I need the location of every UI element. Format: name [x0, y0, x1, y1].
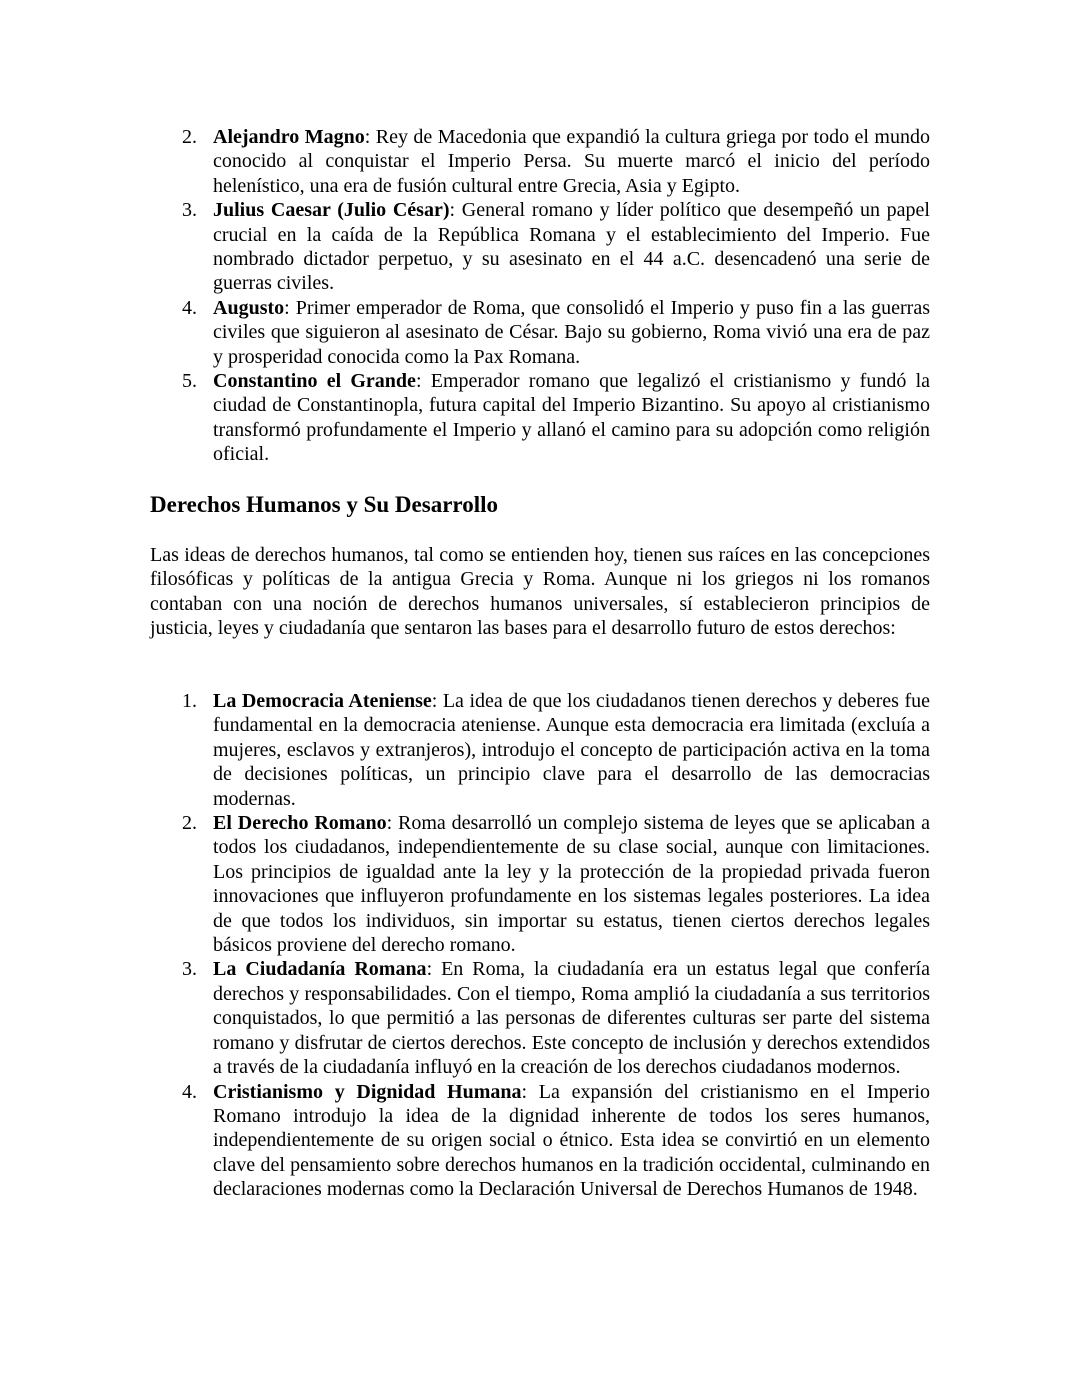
item-number: 4.	[182, 1080, 197, 1103]
item-term: La Ciudadanía Romana	[213, 958, 427, 981]
item-number: 5.	[182, 370, 197, 393]
item-number: 1.	[182, 690, 197, 712]
item-number: 2.	[182, 812, 197, 835]
item-text: : Rey de Macedonia que expandió la cultura griega por todo el mundo conocido al conquistar el Imperio Persa. Su muerte marcó el inicio del período helenístico, una era de fusión cultural entre Grecia, Asia y Egipto.	[213, 126, 930, 197]
item-text: : General romano y líder político que desempeñó un papel crucial en la caída de la República Romana y el establecimiento del Imperio. Fue nombrado dictador perpetuo, y su asesinato en el 44 a.C. desencadenó una serie de guerras civiles.	[213, 199, 930, 295]
section-heading: Derechos Humanos y Su Desarrollo	[150, 492, 498, 517]
item-number: 3.	[182, 958, 197, 981]
item-text: : Emperador romano que legalizó el cristianismo y fundó la ciudad de Constantinopla, futura capital del Imperio Bizantino. Su apoyo al cristianismo transformó profundamente el Imperio y allanó el camino para su adopción como religión oficial.	[213, 370, 931, 466]
section-heading-block	[150, 491, 930, 519]
list-item	[150, 369, 930, 467]
rights-list	[150, 689, 930, 1202]
item-number: 2.	[182, 126, 197, 148]
item-term: Julius Caesar (Julio César)	[213, 199, 450, 222]
item-text: : Roma desarrolló un complejo sistema de leyes que se aplicaban a todos los ciudadanos, independientemente de su clase social, aunque con limitaciones. Los principios de igualdad ante la ley y la protección de la propiedad privada fueron innovaciones que influyeron profundamente en los sistemas legales posteriores. La idea de que todos los individuos, sin importar su estatus, tienen ciertos derechos legales básicos proviene del derecho romano.	[213, 812, 930, 957]
item-text: : La idea de que los ciudadanos tienen derechos y deberes fue fundamental en la democracia ateniense. Aunque esta democracia era limitada (excluía a mujeres, esclavos y extranjeros), introdujo el concepto de participación activa en la toma de decisiones políticas, un principio clave para el desarrollo de las democracias modernas.	[213, 690, 931, 810]
item-number: 3.	[182, 199, 197, 222]
list-item	[150, 1080, 930, 1202]
list-item	[150, 198, 930, 296]
item-text: : En Roma, la ciudadanía era un estatus legal que confería derechos y responsabilidades. Con el tiempo, Roma amplió la ciudadanía a sus territorios conquistados, lo que permitió a las personas de diferentes culturas ser parte del sistema romano y disfrutar de ciertos derechos. Este concepto de inclusión y derechos extendidos a través de la ciudadanía influyó en la creación de los derechos ciudadanos modernos.	[213, 958, 930, 1079]
item-number: 4.	[182, 296, 197, 319]
list-item	[150, 689, 930, 811]
list-item	[150, 296, 930, 369]
list-item	[150, 811, 930, 957]
item-term: Alejandro Magno	[213, 126, 365, 148]
item-text: : La expansión del cristianismo en el Imperio Romano introdujo la idea de la dignidad inherente de todos los seres humanos, independientemente de su origen social o étnico. Esta idea se convirtió en un elemento clave del pensamiento sobre derechos humanos en la tradición occidental, culminando en declaraciones modernas como la Declaración Universal de Derechos Humanos de 1948.	[213, 1080, 931, 1201]
intro-paragraph: Las ideas de derechos humanos, tal como se entienden hoy, tienen sus raíces en las concepciones filosóficas y políticas de la antigua Grecia y Roma. Aunque ni los griegos ni los romanos contaban con una noción de derechos humanos universales, sí establecieron principios de justicia, leyes y ciudadanía que sentaron las bases para el desarrollo futuro de estos derechos:	[150, 544, 930, 640]
item-term: La Democracia Ateniense	[213, 690, 432, 712]
figures-list	[150, 125, 930, 467]
item-term: Augusto	[213, 296, 285, 319]
list-item	[150, 957, 930, 1079]
item-term: El Derecho Romano	[213, 812, 387, 835]
item-term: Constantino el Grande	[213, 370, 416, 393]
list-item	[150, 125, 930, 198]
item-text: : Primer emperador de Roma, que consolidó el Imperio y puso fin a las guerras civiles que siguieron al asesinato de César. Bajo su gobierno, Roma vivió una era de paz y prosperidad conocida como la Pax Romana.	[213, 296, 930, 368]
item-term: Cristianismo y Dignidad Humana	[213, 1080, 522, 1103]
intro-block	[150, 543, 930, 641]
